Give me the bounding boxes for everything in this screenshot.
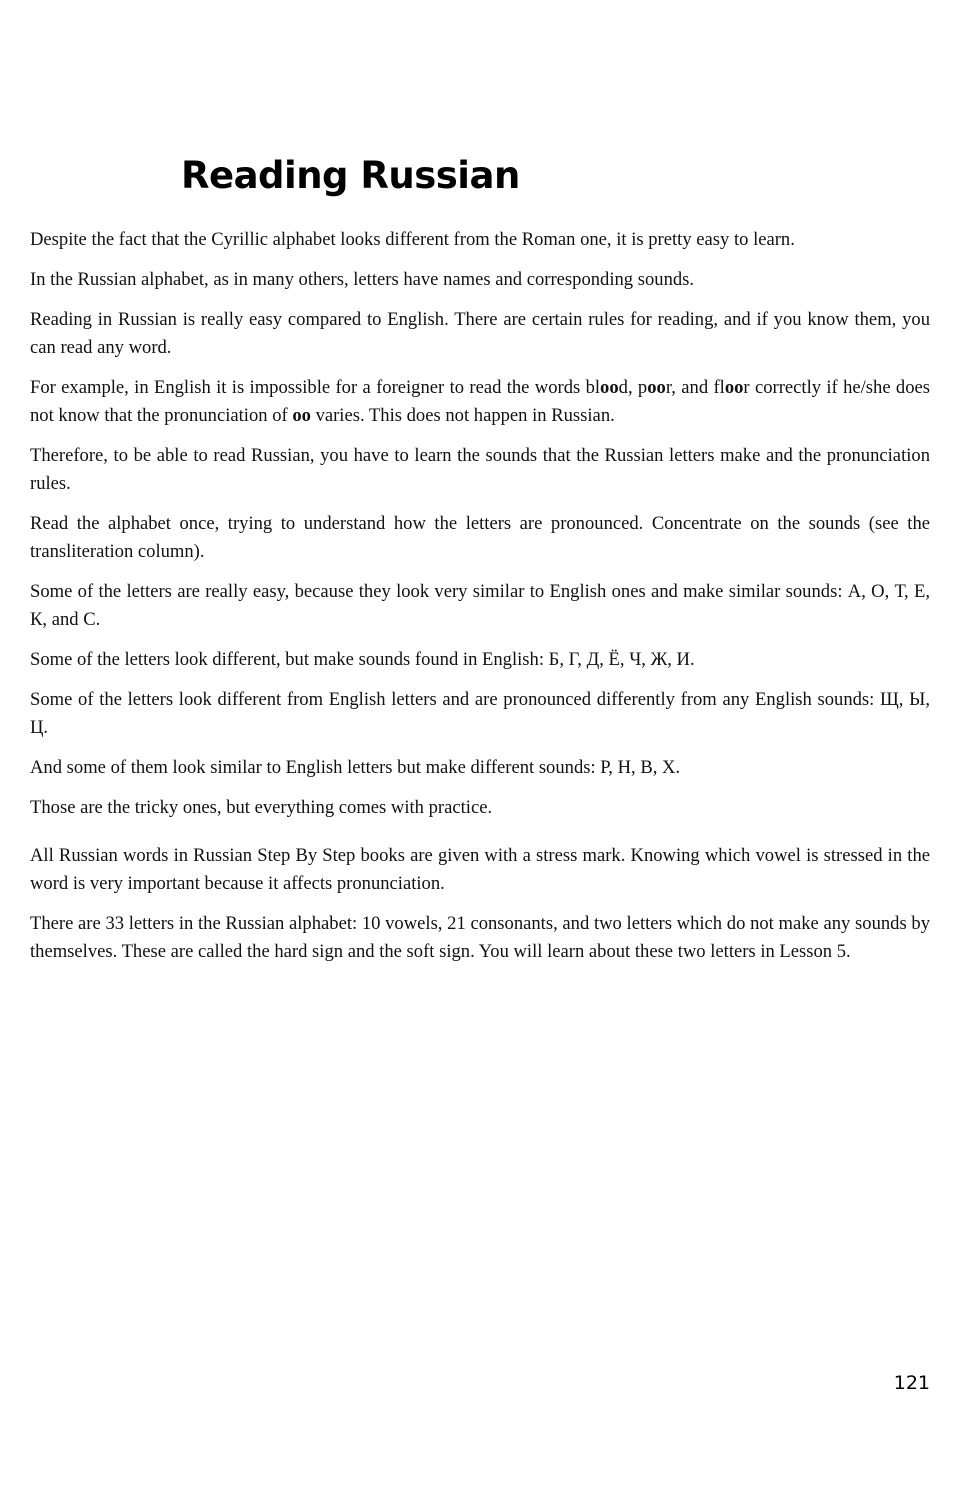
paragraph-8: Some of the letters look different, but make sounds found in English: Б, Г, Д, Ё, Ч, Ж, И.: [30, 649, 695, 670]
paragraph-13: There are 33 letters in the Russian alphabet: 10 vowels, 21 consonants, and two letters which do not make any sounds by themselves. These are called the hard sign and the soft sign. You will learn about these two letters in Lesson 5.: [30, 913, 930, 962]
body-text: [30, 226, 930, 978]
paragraph-4-text-e: r, and fl: [665, 377, 725, 398]
page-number: 121: [893, 1372, 930, 1394]
paragraph-4-text-g: r correctly if he/she does not know that the pronunciation of: [30, 377, 931, 426]
paragraph-4-bold-oo-4: oo: [292, 405, 311, 426]
paragraph-4-bold-oo-2: oo: [647, 377, 666, 398]
paragraph-4: [30, 374, 930, 430]
paragraph-10: And some of them look similar to English letters but make different sounds: Р, Н, В, Х.: [30, 757, 681, 778]
paragraph-4-text-a: For example, in English it is impossible for a foreigner to read the words bl: [30, 377, 601, 398]
paragraph-4-bold-oo-1: oo: [600, 377, 619, 398]
paragraph-5: Therefore, to be able to read Russian, you have to learn the sounds that the Russian letters make and the pronunciation rules.: [30, 445, 930, 494]
paragraph-4-text-i: varies. This does not happen in Russian.: [310, 405, 615, 426]
paragraph-4-bold-oo-3: oo: [724, 377, 744, 398]
paragraph-1: Despite the fact that the Cyrillic alphabet looks different from the Roman one, it is pretty easy to learn.: [30, 229, 795, 250]
paragraph-7: Some of the letters are really easy, because they look very similar to English ones and make similar sounds: А, О, Т, Е, К, and С.: [30, 581, 930, 630]
paragraph-9: Some of the letters look different from English letters and are pronounced differently from any English sounds: Щ, Ы, Ц.: [30, 689, 930, 738]
paragraph-2: In the Russian alphabet, as in many others, letters have names and corresponding sounds.: [30, 269, 695, 290]
paragraph-3: Reading in Russian is really easy compared to English. There are certain rules for reading, and if you know them, you can read any word.: [30, 309, 930, 358]
paragraph-6: Read the alphabet once, trying to understand how the letters are pronounced. Concentrate on the sounds (see the transliteration column).: [30, 513, 930, 562]
paragraph-4-text-c: d, p: [618, 377, 648, 398]
paragraph-11: Those are the tricky ones, but everything comes with practice.: [30, 797, 493, 818]
paragraph-12: All Russian words in Russian Step By Step books are given with a stress mark. Knowing which vowel is stressed in the word is very important because it affects pronunciation.: [30, 845, 930, 894]
page-title: Reading Russian: [181, 154, 520, 197]
